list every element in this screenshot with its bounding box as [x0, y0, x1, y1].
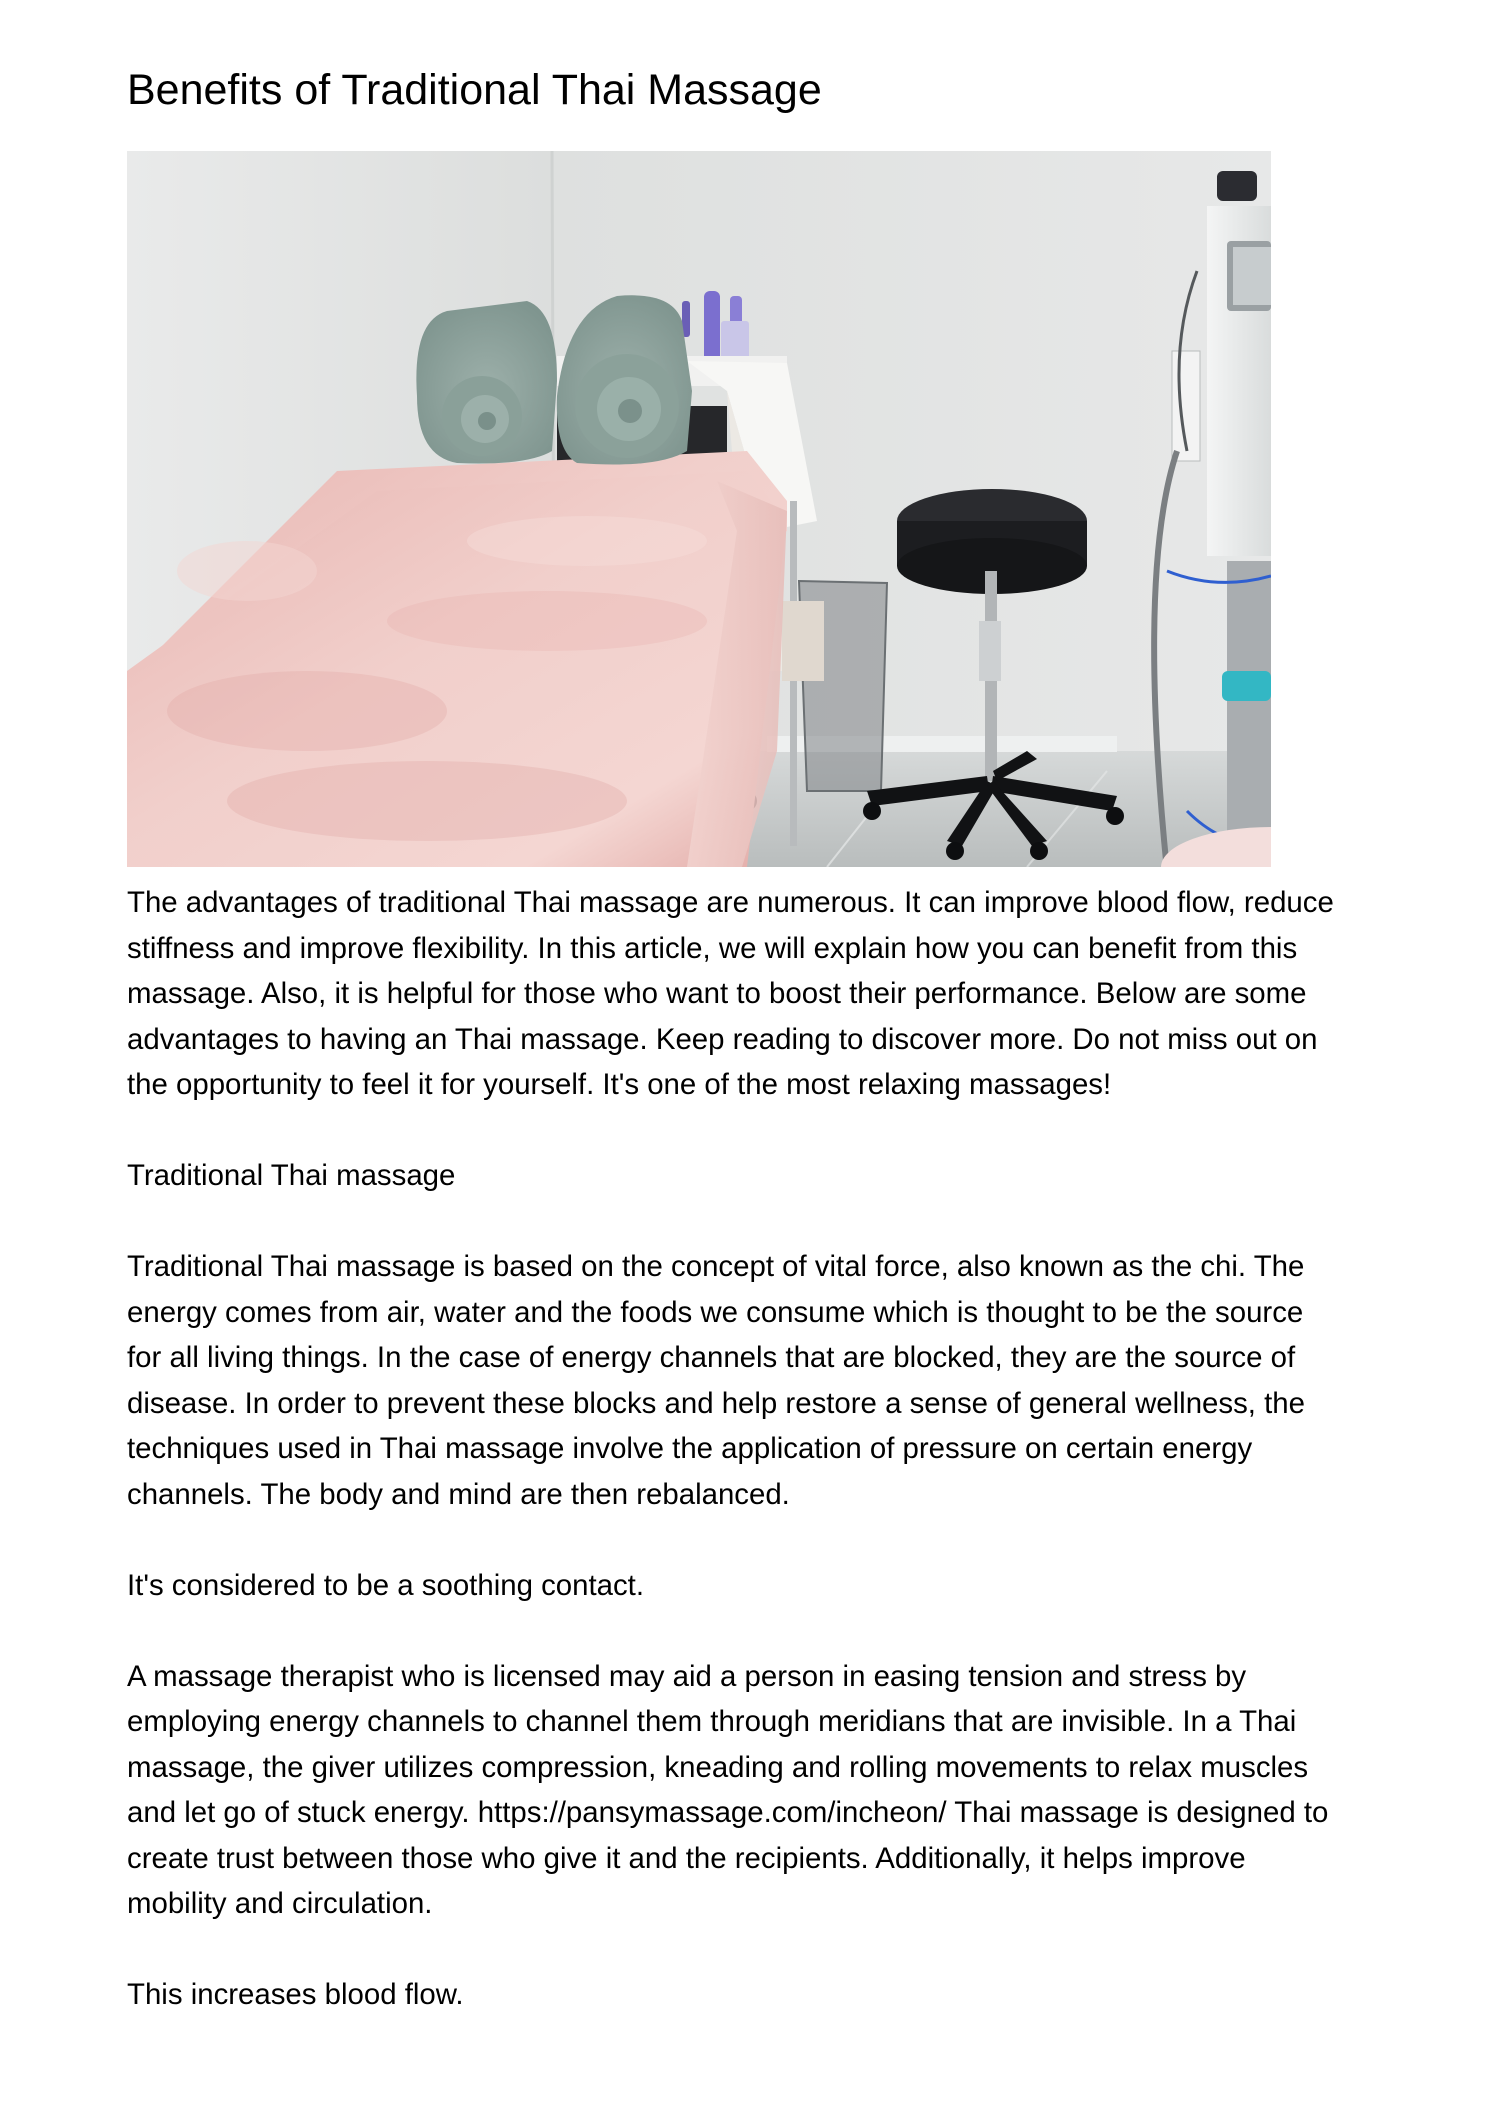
rolled-towel-left [416, 301, 557, 464]
text-line: stiffness and improve flexibility. In this article, we will explain how you can benefit from this [127, 931, 1298, 965]
text-line: mobility and circulation. [127, 1887, 433, 1920]
section-heading-blood-flow [127, 1972, 1407, 2018]
text-line: massage. Also, it is helpful for those who want to boost their performance. Below are some [127, 977, 1307, 1010]
text-line: and let go of stuck energy. https://pansymassage.com/incheon/ Thai massage is designed to [127, 1796, 1329, 1829]
article-body [127, 880, 1407, 2063]
text-line: advantages to having an Thai massage. Keep reading to discover more. Do not miss out on [127, 1022, 1318, 1056]
text-line: Traditional Thai massage [127, 1159, 456, 1192]
text-line: techniques used in Thai massage involve the application of pressure on certain energy [127, 1432, 1253, 1465]
text-line: the opportunity to feel it for yourself. It's one of the most relaxing massages! [127, 1068, 1112, 1101]
text-line: massage, the giver utilizes compression, kneading and rolling movements to relax muscles [127, 1750, 1309, 1784]
paragraph-therapist [127, 1654, 1407, 1927]
text-line: A massage therapist who is licensed may aid a person in easing tension and stress by [127, 1659, 1247, 1693]
text-line: Traditional Thai massage is based on the concept of vital force, also known as the chi. The [127, 1250, 1305, 1283]
paragraph-intro [127, 880, 1407, 1108]
paragraph-vital-force [127, 1244, 1407, 1517]
text-line: disease. In order to prevent these blocks and help restore a sense of general wellness, the [127, 1386, 1305, 1420]
section-heading-traditional-thai-massage [127, 1153, 1407, 1199]
text-line: The advantages of traditional Thai massage are numerous. It can improve blood flow, reduce [127, 886, 1334, 919]
text-line: This increases blood flow. [127, 1978, 464, 2011]
section-heading-soothing-contact [127, 1563, 1407, 1609]
text-line: create trust between those who give it and the recipients. Additionally, it helps improve [127, 1841, 1246, 1875]
hero-image [127, 151, 1271, 867]
text-line: It's considered to be a soothing contact. [127, 1568, 645, 1602]
page-title: Benefits of Traditional Thai Massage [127, 66, 822, 114]
text-line: channels. The body and mind are then rebalanced. [127, 1477, 790, 1511]
massage-room-photo [127, 151, 1271, 867]
text-line: energy comes from air, water and the foods we consume which is thought to be the source [127, 1295, 1304, 1329]
text-line: for all living things. In the case of energy channels that are blocked, they are the source of [127, 1341, 1296, 1374]
text-line: employing energy channels to channel them through meridians that are invisible. In a Thai [127, 1705, 1297, 1738]
